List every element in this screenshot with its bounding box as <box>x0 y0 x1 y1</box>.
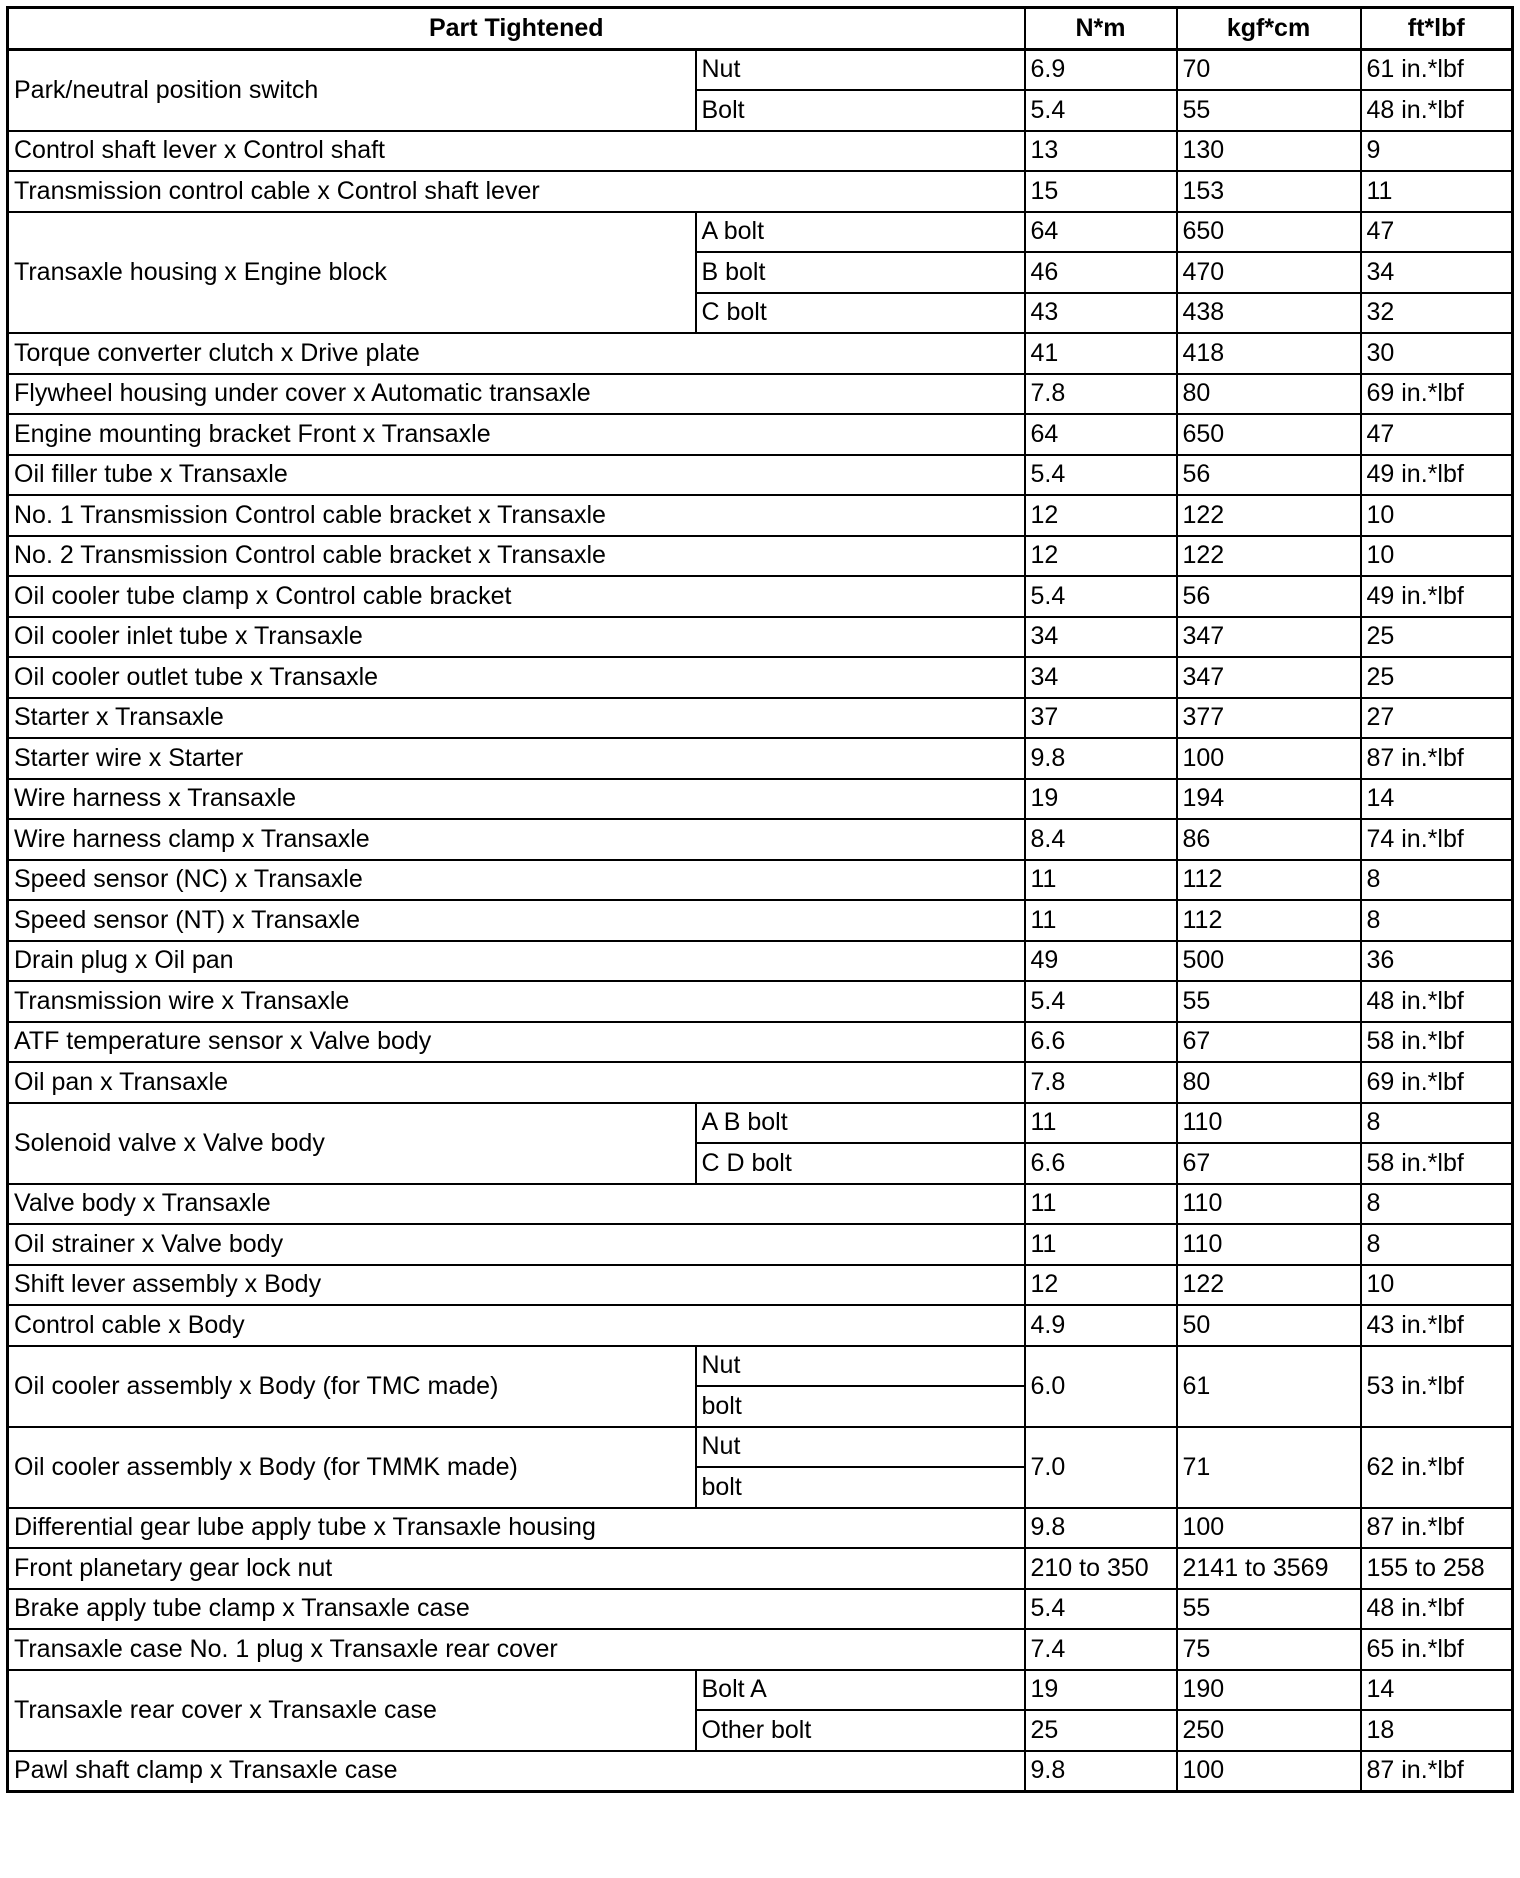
part-cell: Brake apply tube clamp x Transaxle case <box>8 1589 1025 1630</box>
ft-lbf-cell: 58 in.*lbf <box>1361 1143 1513 1184</box>
kgf-cm-cell: 438 <box>1177 293 1361 334</box>
nm-cell: 46 <box>1025 252 1177 293</box>
kgf-cm-cell: 100 <box>1177 738 1361 779</box>
nm-cell: 210 to 350 <box>1025 1548 1177 1589</box>
part-cell: Speed sensor (NC) x Transaxle <box>8 860 1025 901</box>
table-row <box>8 819 1513 860</box>
torque-spec-table <box>6 6 1514 1793</box>
table-row <box>8 738 1513 779</box>
nm-cell: 7.0 <box>1025 1427 1177 1508</box>
ft-lbf-cell: 14 <box>1361 1670 1513 1711</box>
sub-part-cell: A B bolt <box>696 1103 1025 1144</box>
nm-cell: 5.4 <box>1025 1589 1177 1630</box>
part-cell: Pawl shaft clamp x Transaxle case <box>8 1751 1025 1792</box>
kgf-cm-cell: 347 <box>1177 617 1361 658</box>
kgf-cm-cell: 56 <box>1177 455 1361 496</box>
part-cell: Front planetary gear lock nut <box>8 1548 1025 1589</box>
ft-lbf-cell: 49 in.*lbf <box>1361 576 1513 617</box>
nm-cell: 12 <box>1025 536 1177 577</box>
part-cell: Transaxle case No. 1 plug x Transaxle rear cover <box>8 1629 1025 1670</box>
ft-lbf-cell: 43 in.*lbf <box>1361 1305 1513 1346</box>
sub-part-cell: Nut <box>696 1427 1025 1468</box>
table-row <box>8 1305 1513 1346</box>
ft-lbf-cell: 69 in.*lbf <box>1361 374 1513 415</box>
nm-cell: 6.6 <box>1025 1143 1177 1184</box>
nm-cell: 13 <box>1025 131 1177 172</box>
table-row <box>8 1265 1513 1306</box>
nm-cell: 43 <box>1025 293 1177 334</box>
ft-lbf-cell: 10 <box>1361 495 1513 536</box>
kgf-cm-cell: 153 <box>1177 171 1361 212</box>
kgf-cm-cell: 67 <box>1177 1143 1361 1184</box>
part-cell: Oil cooler inlet tube x Transaxle <box>8 617 1025 658</box>
kgf-cm-cell: 250 <box>1177 1710 1361 1751</box>
nm-cell: 11 <box>1025 1103 1177 1144</box>
ft-lbf-cell: 47 <box>1361 212 1513 253</box>
part-cell: Oil filler tube x Transaxle <box>8 455 1025 496</box>
sub-part-cell: Nut <box>696 1346 1025 1387</box>
part-cell: Starter x Transaxle <box>8 698 1025 739</box>
nm-cell: 7.4 <box>1025 1629 1177 1670</box>
kgf-cm-cell: 122 <box>1177 536 1361 577</box>
part-cell: Valve body x Transaxle <box>8 1184 1025 1225</box>
nm-cell: 5.4 <box>1025 576 1177 617</box>
table-row <box>8 333 1513 374</box>
header-part-tightened: Part Tightened <box>8 8 1025 50</box>
table-row <box>8 657 1513 698</box>
table-row <box>8 1062 1513 1103</box>
nm-cell: 25 <box>1025 1710 1177 1751</box>
table-row <box>8 860 1513 901</box>
table-row <box>8 536 1513 577</box>
nm-cell: 11 <box>1025 860 1177 901</box>
table-row <box>8 576 1513 617</box>
ft-lbf-cell: 48 in.*lbf <box>1361 90 1513 131</box>
part-cell: Transaxle housing x Engine block <box>8 212 696 334</box>
ft-lbf-cell: 48 in.*lbf <box>1361 981 1513 1022</box>
table-row <box>8 455 1513 496</box>
sub-part-cell: Bolt A <box>696 1670 1025 1711</box>
sub-part-cell: Bolt <box>696 90 1025 131</box>
header-kgf-cm: kgf*cm <box>1177 8 1361 50</box>
nm-cell: 12 <box>1025 1265 1177 1306</box>
table-row <box>8 374 1513 415</box>
table-row <box>8 131 1513 172</box>
ft-lbf-cell: 155 to 258 <box>1361 1548 1513 1589</box>
table-row <box>8 495 1513 536</box>
table-row <box>8 1629 1513 1670</box>
nm-cell: 64 <box>1025 414 1177 455</box>
ft-lbf-cell: 25 <box>1361 617 1513 658</box>
kgf-cm-cell: 61 <box>1177 1346 1361 1427</box>
sub-part-cell: A bolt <box>696 212 1025 253</box>
ft-lbf-cell: 58 in.*lbf <box>1361 1022 1513 1063</box>
table-row <box>8 49 1513 90</box>
table-row <box>8 779 1513 820</box>
table-row <box>8 1548 1513 1589</box>
kgf-cm-cell: 112 <box>1177 860 1361 901</box>
sub-part-cell: B bolt <box>696 252 1025 293</box>
ft-lbf-cell: 11 <box>1361 171 1513 212</box>
table-row <box>8 1103 1513 1144</box>
ft-lbf-cell: 8 <box>1361 860 1513 901</box>
sub-part-cell: bolt <box>696 1386 1025 1427</box>
table-row <box>8 617 1513 658</box>
kgf-cm-cell: 100 <box>1177 1508 1361 1549</box>
part-cell: Oil pan x Transaxle <box>8 1062 1025 1103</box>
nm-cell: 12 <box>1025 495 1177 536</box>
nm-cell: 4.9 <box>1025 1305 1177 1346</box>
header-ft-lbf: ft*lbf <box>1361 8 1513 50</box>
kgf-cm-cell: 650 <box>1177 414 1361 455</box>
table-row <box>8 1670 1513 1711</box>
sub-part-cell: C D bolt <box>696 1143 1025 1184</box>
sub-part-cell: Other bolt <box>696 1710 1025 1751</box>
part-cell: Wire harness x Transaxle <box>8 779 1025 820</box>
table-row <box>8 171 1513 212</box>
kgf-cm-cell: 112 <box>1177 900 1361 941</box>
kgf-cm-cell: 50 <box>1177 1305 1361 1346</box>
part-cell: Solenoid valve x Valve body <box>8 1103 696 1184</box>
table-body <box>8 49 1513 1792</box>
table-row <box>8 1022 1513 1063</box>
table-row <box>8 212 1513 253</box>
nm-cell: 11 <box>1025 900 1177 941</box>
sub-part-cell: bolt <box>696 1467 1025 1508</box>
kgf-cm-cell: 56 <box>1177 576 1361 617</box>
part-cell: Oil cooler tube clamp x Control cable bracket <box>8 576 1025 617</box>
kgf-cm-cell: 110 <box>1177 1103 1361 1144</box>
kgf-cm-cell: 55 <box>1177 1589 1361 1630</box>
part-cell: No. 1 Transmission Control cable bracket x Transaxle <box>8 495 1025 536</box>
ft-lbf-cell: 25 <box>1361 657 1513 698</box>
ft-lbf-cell: 87 in.*lbf <box>1361 738 1513 779</box>
part-cell: Torque converter clutch x Drive plate <box>8 333 1025 374</box>
ft-lbf-cell: 65 in.*lbf <box>1361 1629 1513 1670</box>
part-cell: Park/neutral position switch <box>8 49 696 131</box>
sub-part-cell: Nut <box>696 49 1025 90</box>
ft-lbf-cell: 47 <box>1361 414 1513 455</box>
nm-cell: 41 <box>1025 333 1177 374</box>
nm-cell: 9.8 <box>1025 1751 1177 1792</box>
kgf-cm-cell: 190 <box>1177 1670 1361 1711</box>
nm-cell: 8.4 <box>1025 819 1177 860</box>
nm-cell: 9.8 <box>1025 1508 1177 1549</box>
ft-lbf-cell: 9 <box>1361 131 1513 172</box>
part-cell: Control shaft lever x Control shaft <box>8 131 1025 172</box>
part-cell: Oil strainer x Valve body <box>8 1224 1025 1265</box>
nm-cell: 5.4 <box>1025 455 1177 496</box>
kgf-cm-cell: 80 <box>1177 1062 1361 1103</box>
header-nm: N*m <box>1025 8 1177 50</box>
ft-lbf-cell: 74 in.*lbf <box>1361 819 1513 860</box>
nm-cell: 19 <box>1025 1670 1177 1711</box>
kgf-cm-cell: 86 <box>1177 819 1361 860</box>
ft-lbf-cell: 36 <box>1361 941 1513 982</box>
kgf-cm-cell: 71 <box>1177 1427 1361 1508</box>
kgf-cm-cell: 130 <box>1177 131 1361 172</box>
header-row <box>8 8 1513 50</box>
table-row <box>8 1508 1513 1549</box>
table-row <box>8 941 1513 982</box>
ft-lbf-cell: 53 in.*lbf <box>1361 1346 1513 1427</box>
kgf-cm-cell: 75 <box>1177 1629 1361 1670</box>
part-cell: Speed sensor (NT) x Transaxle <box>8 900 1025 941</box>
nm-cell: 7.8 <box>1025 374 1177 415</box>
ft-lbf-cell: 10 <box>1361 536 1513 577</box>
nm-cell: 9.8 <box>1025 738 1177 779</box>
table-row <box>8 1224 1513 1265</box>
table-row <box>8 900 1513 941</box>
nm-cell: 37 <box>1025 698 1177 739</box>
ft-lbf-cell: 27 <box>1361 698 1513 739</box>
part-cell: Oil cooler outlet tube x Transaxle <box>8 657 1025 698</box>
sub-part-cell: C bolt <box>696 293 1025 334</box>
kgf-cm-cell: 110 <box>1177 1224 1361 1265</box>
nm-cell: 11 <box>1025 1184 1177 1225</box>
part-cell: Oil cooler assembly x Body (for TMC made) <box>8 1346 696 1427</box>
kgf-cm-cell: 70 <box>1177 49 1361 90</box>
nm-cell: 7.8 <box>1025 1062 1177 1103</box>
part-cell: Engine mounting bracket Front x Transaxle <box>8 414 1025 455</box>
part-cell: Flywheel housing under cover x Automatic transaxle <box>8 374 1025 415</box>
table-row <box>8 698 1513 739</box>
ft-lbf-cell: 18 <box>1361 1710 1513 1751</box>
ft-lbf-cell: 14 <box>1361 779 1513 820</box>
ft-lbf-cell: 62 in.*lbf <box>1361 1427 1513 1508</box>
table-row <box>8 981 1513 1022</box>
part-cell: Wire harness clamp x Transaxle <box>8 819 1025 860</box>
kgf-cm-cell: 2141 to 3569 <box>1177 1548 1361 1589</box>
nm-cell: 6.9 <box>1025 49 1177 90</box>
part-cell: Drain plug x Oil pan <box>8 941 1025 982</box>
part-cell: Transmission wire x Transaxle <box>8 981 1025 1022</box>
table-row <box>8 1751 1513 1792</box>
kgf-cm-cell: 80 <box>1177 374 1361 415</box>
ft-lbf-cell: 8 <box>1361 1184 1513 1225</box>
nm-cell: 6.0 <box>1025 1346 1177 1427</box>
part-cell: Transmission control cable x Control shaft lever <box>8 171 1025 212</box>
part-cell: Starter wire x Starter <box>8 738 1025 779</box>
ft-lbf-cell: 8 <box>1361 1224 1513 1265</box>
nm-cell: 15 <box>1025 171 1177 212</box>
ft-lbf-cell: 32 <box>1361 293 1513 334</box>
ft-lbf-cell: 48 in.*lbf <box>1361 1589 1513 1630</box>
ft-lbf-cell: 8 <box>1361 900 1513 941</box>
kgf-cm-cell: 650 <box>1177 212 1361 253</box>
part-cell: Transaxle rear cover x Transaxle case <box>8 1670 696 1751</box>
part-cell: Oil cooler assembly x Body (for TMMK made) <box>8 1427 696 1508</box>
part-cell: ATF temperature sensor x Valve body <box>8 1022 1025 1063</box>
ft-lbf-cell: 8 <box>1361 1103 1513 1144</box>
part-cell: Differential gear lube apply tube x Transaxle housing <box>8 1508 1025 1549</box>
ft-lbf-cell: 10 <box>1361 1265 1513 1306</box>
kgf-cm-cell: 122 <box>1177 495 1361 536</box>
kgf-cm-cell: 110 <box>1177 1184 1361 1225</box>
nm-cell: 11 <box>1025 1224 1177 1265</box>
kgf-cm-cell: 470 <box>1177 252 1361 293</box>
nm-cell: 49 <box>1025 941 1177 982</box>
ft-lbf-cell: 87 in.*lbf <box>1361 1508 1513 1549</box>
ft-lbf-cell: 30 <box>1361 333 1513 374</box>
nm-cell: 5.4 <box>1025 981 1177 1022</box>
part-cell: Control cable x Body <box>8 1305 1025 1346</box>
part-cell: No. 2 Transmission Control cable bracket x Transaxle <box>8 536 1025 577</box>
kgf-cm-cell: 122 <box>1177 1265 1361 1306</box>
kgf-cm-cell: 67 <box>1177 1022 1361 1063</box>
ft-lbf-cell: 61 in.*lbf <box>1361 49 1513 90</box>
nm-cell: 34 <box>1025 657 1177 698</box>
table-row <box>8 1427 1513 1468</box>
kgf-cm-cell: 347 <box>1177 657 1361 698</box>
kgf-cm-cell: 100 <box>1177 1751 1361 1792</box>
kgf-cm-cell: 55 <box>1177 981 1361 1022</box>
part-cell: Shift lever assembly x Body <box>8 1265 1025 1306</box>
ft-lbf-cell: 87 in.*lbf <box>1361 1751 1513 1792</box>
nm-cell: 6.6 <box>1025 1022 1177 1063</box>
kgf-cm-cell: 377 <box>1177 698 1361 739</box>
nm-cell: 34 <box>1025 617 1177 658</box>
kgf-cm-cell: 55 <box>1177 90 1361 131</box>
ft-lbf-cell: 49 in.*lbf <box>1361 455 1513 496</box>
kgf-cm-cell: 418 <box>1177 333 1361 374</box>
ft-lbf-cell: 69 in.*lbf <box>1361 1062 1513 1103</box>
table-row <box>8 1589 1513 1630</box>
table-row <box>8 414 1513 455</box>
nm-cell: 19 <box>1025 779 1177 820</box>
table-row <box>8 1346 1513 1387</box>
nm-cell: 64 <box>1025 212 1177 253</box>
table-row <box>8 1184 1513 1225</box>
ft-lbf-cell: 34 <box>1361 252 1513 293</box>
nm-cell: 5.4 <box>1025 90 1177 131</box>
kgf-cm-cell: 194 <box>1177 779 1361 820</box>
kgf-cm-cell: 500 <box>1177 941 1361 982</box>
